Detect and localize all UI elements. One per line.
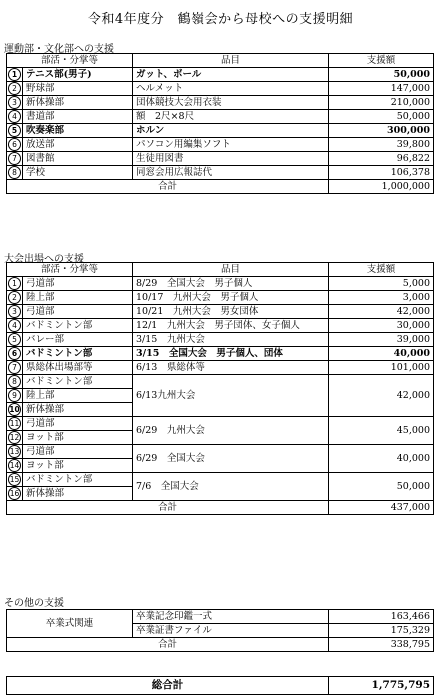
grand-total-row [7,677,434,695]
row-number-cell [7,305,23,319]
table-header-row [7,263,434,277]
table-row [7,68,434,82]
table-row [7,305,434,319]
row-number-cell [7,138,23,152]
item-cell: 卒業証書ファイル [133,624,329,638]
amount-cell: 30,000 [329,319,434,333]
amount-cell: 39,800 [329,138,434,152]
amount-cell: 106,378 [329,166,434,180]
amount-cell: 42,000 [329,305,434,319]
club-cell: ヨット部 [23,431,133,445]
amount-cell: 40,000 [329,445,434,473]
row-number: 7 [8,361,21,374]
grand-total-label: 総合計 [7,677,329,695]
item-cell: 10/17 九州大会 男子個人 [133,291,329,305]
table-row [7,152,434,166]
club-cell: 弓道部 [23,445,133,459]
item-cell: 6/29 全国大会 [133,445,329,473]
table-row [7,319,434,333]
grand-total-amount: 1,775,795 [329,677,434,695]
table-row [7,82,434,96]
amount-cell: 50,000 [329,473,434,501]
row-number-cell [7,487,23,501]
row-number-cell [7,445,23,459]
row-number-cell [7,417,23,431]
row-number-cell [7,124,23,138]
row-number-cell [7,375,23,389]
table-row [7,610,434,624]
item-cell: 3/15 九州大会 [133,333,329,347]
row-number-cell [7,110,23,124]
club-cell: 放送部 [23,138,133,152]
club-cell: 陸上部 [23,389,133,403]
row-number-cell [7,277,23,291]
header-item: 品目 [133,263,329,277]
total-label: 合計 [7,501,329,515]
total-amount: 338,795 [329,638,434,652]
table-row [7,361,434,375]
total-row [7,180,434,194]
club-cell: 新体操部 [23,96,133,110]
row-number: 3 [8,96,21,109]
item-cell: 6/29 九州大会 [133,417,329,445]
item-cell: 同窓会用広報誌代 [133,166,329,180]
item-cell: ガット、ボール [133,68,329,82]
row-number: 4 [8,110,21,123]
header-amount: 支援額 [329,54,434,68]
row-number-cell [7,319,23,333]
row-number-cell [7,333,23,347]
row-number-cell [7,361,23,375]
row-number-cell [7,431,23,445]
amount-cell: 50,000 [329,68,434,82]
item-cell: 7/6 全国大会 [133,473,329,501]
row-number-cell [7,389,23,403]
header-club: 部活・分掌等 [7,54,133,68]
item-cell: 3/15 全国大会 男子個人、団体 [133,347,329,361]
row-number: 16 [9,489,20,498]
row-number: 11 [9,419,20,428]
row-number: 10 [9,405,20,414]
row-number-cell [7,82,23,96]
row-number: 7 [8,152,21,165]
club-cell: 吹奏楽部 [23,124,133,138]
row-number: 5 [8,124,21,137]
club-cell: バドミントン部 [23,375,133,389]
item-cell: パソコン用編集ソフト [133,138,329,152]
table-row [7,124,434,138]
row-number-cell [7,459,23,473]
total-amount: 1,000,000 [329,180,434,194]
row-number: 3 [8,305,21,318]
amount-cell: 300,000 [329,124,434,138]
club-cell: ヨット部 [23,459,133,473]
item-cell: 卒業記念印鑑一式 [133,610,329,624]
page-title: 令和4年度分 鶴嶺会から母校への支援明細 [87,12,354,27]
amount-cell: 147,000 [329,82,434,96]
amount-cell: 96,822 [329,152,434,166]
row-number: 13 [9,447,20,456]
table-row [7,333,434,347]
item-cell: ホルン [133,124,329,138]
table-row [7,96,434,110]
clubs-support-table [6,53,434,194]
item-cell: 額 2尺×8尺 [133,110,329,124]
row-number-cell [7,96,23,110]
club-cell: バドミントン部 [23,473,133,487]
table-row [7,417,434,431]
item-cell: 8/29 全国大会 男子個人 [133,277,329,291]
section-heading-tournaments: 大会出場への支援 [4,254,84,265]
club-cell: 学校 [23,166,133,180]
table-row [7,110,434,124]
item-cell: 団体競技大会用衣装 [133,96,329,110]
total-row [7,638,434,652]
row-number: 1 [8,68,21,81]
total-row [7,501,434,515]
club-cell: 弓道部 [23,417,133,431]
amount-cell: 3,000 [329,291,434,305]
club-cell: 陸上部 [23,291,133,305]
row-number: 12 [9,433,20,442]
club-cell: バドミントン部 [23,347,133,361]
header-amount: 支援額 [329,263,434,277]
amount-cell: 45,000 [329,417,434,445]
row-number-cell [7,166,23,180]
club-cell: バドミントン部 [23,319,133,333]
item-cell: 6/13九州大会 [133,375,329,417]
row-number: 6 [8,138,21,151]
club-cell: 書道部 [23,110,133,124]
row-number: 8 [8,375,21,388]
table-row [7,375,434,389]
other-support-table [6,609,434,652]
amount-cell: 42,000 [329,375,434,417]
row-number-cell [7,473,23,487]
club-cell: 図書館 [23,152,133,166]
section-heading-other: その他の支援 [4,598,64,609]
row-number: 4 [8,319,21,332]
amount-cell: 101,000 [329,361,434,375]
category-cell: 卒業式関連 [7,610,133,638]
amount-cell: 40,000 [329,347,434,361]
amount-cell: 163,466 [329,610,434,624]
row-number: 15 [9,475,20,484]
amount-cell: 210,000 [329,96,434,110]
club-cell: 弓道部 [23,305,133,319]
club-cell: 野球部 [23,82,133,96]
table-row [7,347,434,361]
club-cell: 新体操部 [23,403,133,417]
table-row [7,138,434,152]
table-header-row [7,54,434,68]
item-cell: ヘルメット [133,82,329,96]
total-label: 合計 [7,638,329,652]
amount-cell: 39,000 [329,333,434,347]
table-row [7,445,434,459]
total-label: 合計 [7,180,329,194]
row-number: 14 [9,461,20,470]
club-cell: 弓道部 [23,277,133,291]
table-row [7,277,434,291]
amount-cell: 50,000 [329,110,434,124]
row-number: 9 [8,389,21,402]
item-cell: 12/1 九州大会 男子団体、女子個人 [133,319,329,333]
amount-cell: 5,000 [329,277,434,291]
club-cell: バレー部 [23,333,133,347]
header-item: 品目 [133,54,329,68]
table-row [7,473,434,487]
row-number-cell [7,403,23,417]
table-row [7,291,434,305]
row-number-cell [7,68,23,82]
row-number: 6 [8,347,21,360]
section-heading-clubs: 運動部・文化部への支援 [4,44,114,55]
row-number: 1 [8,277,21,290]
row-number: 2 [8,82,21,95]
club-cell: テニス部(男子) [23,68,133,82]
row-number-cell [7,347,23,361]
row-number: 2 [8,291,21,304]
row-number-cell [7,152,23,166]
item-cell: 10/21 九州大会 男女団体 [133,305,329,319]
tournament-support-table [6,262,434,515]
row-number: 5 [8,333,21,346]
row-number: 8 [8,166,21,179]
row-number-cell [7,291,23,305]
club-cell: 県総体出場部等 [23,361,133,375]
item-cell: 生徒用図書 [133,152,329,166]
table-row [7,166,434,180]
grand-total-table [6,676,434,695]
header-club: 部活・分掌等 [7,263,133,277]
total-amount: 437,000 [329,501,434,515]
item-cell: 6/13 県総体等 [133,361,329,375]
club-cell: 新体操部 [23,487,133,501]
amount-cell: 175,329 [329,624,434,638]
